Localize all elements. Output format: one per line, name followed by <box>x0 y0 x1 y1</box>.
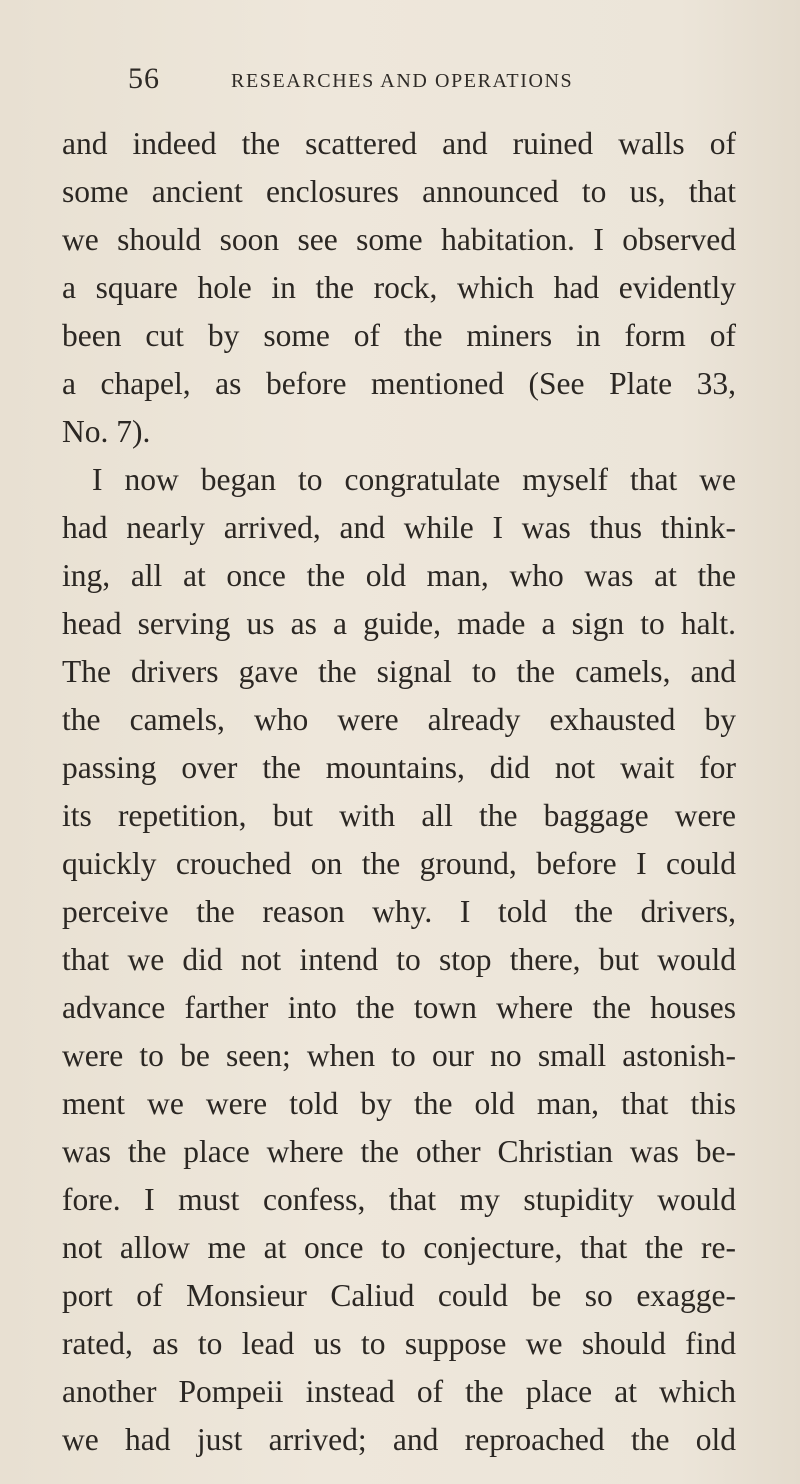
text-line: passing over the mountains, did not wait for <box>62 750 736 785</box>
text-line: another Pompeii instead of the place at which <box>62 1374 736 1409</box>
text-line: fore. I must confess, that my stupidity would <box>62 1182 736 1217</box>
text-line: head serving us as a guide, made a sign to halt. <box>62 606 736 641</box>
text-line: some ancient enclosures announced to us, that <box>62 174 736 209</box>
text-line: we should soon see some habitation. I observed <box>62 222 736 257</box>
text-line: advance farther into the town where the houses <box>62 990 736 1025</box>
text-line: that we did not intend to stop there, but would <box>62 942 736 977</box>
page-number: 56 <box>128 62 160 95</box>
text-line: perceive the reason why. I told the drivers, <box>62 894 736 929</box>
text-line: was the place where the other Christian was be- <box>62 1134 736 1169</box>
text-line: The drivers gave the signal to the camels, and <box>62 654 736 689</box>
text-line: ment we were told by the old man, that this <box>62 1086 736 1121</box>
text-line: not allow me at once to conjecture, that the re- <box>62 1230 736 1265</box>
text-line: had nearly arrived, and while I was thus think- <box>62 510 736 545</box>
text-line: we had just arrived; and reproached the old <box>62 1422 736 1457</box>
text-line: port of Monsieur Caliud could be so exagge- <box>62 1278 736 1313</box>
text-line: a chapel, as before mentioned (See Plate 33, <box>62 366 736 401</box>
text-line: its repetition, but with all the baggage were <box>62 798 736 833</box>
text-line: a square hole in the rock, which had evidently <box>62 270 736 305</box>
text-line: quickly crouched on the ground, before I could <box>62 846 736 881</box>
text-line: ing, all at once the old man, who was at the <box>62 558 736 593</box>
text-line: the camels, who were already exhausted by <box>62 702 736 737</box>
text-line: been cut by some of the miners in form of <box>62 318 736 353</box>
text-line: were to be seen; when to our no small astonish- <box>62 1038 736 1073</box>
text-line: and indeed the scattered and ruined walls of <box>62 126 736 161</box>
text-line: No. 7). <box>62 414 151 449</box>
text-line: I now began to congratulate myself that we <box>92 462 736 497</box>
running-title: RESEARCHES AND OPERATIONS <box>231 70 574 92</box>
text-line: rated, as to lead us to suppose we should find <box>62 1326 736 1361</box>
